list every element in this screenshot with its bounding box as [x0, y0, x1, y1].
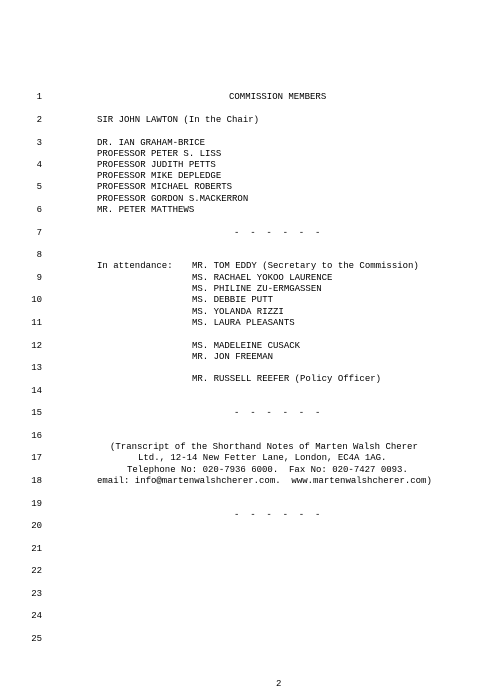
- transcript-line: (Transcript of the Shorthand Notes of Marten Walsh Cherer: [110, 442, 418, 452]
- member-name: PROFESSOR MICHAEL ROBERTS: [97, 182, 233, 192]
- line-number: 16: [31, 431, 42, 441]
- transcript-line: email: info@martenwalshcherer.com. www.martenwalshcherer.com): [97, 476, 432, 486]
- line-number: 13: [31, 363, 42, 373]
- member-name: DR. IAN GRAHAM-BRICE: [97, 138, 206, 148]
- attendee-name: MS. MADELEINE CUSACK: [192, 341, 301, 351]
- attendee-name: MS. LAURA PLEASANTS: [192, 318, 295, 328]
- line-number: 17: [31, 453, 42, 463]
- line-number: 24: [31, 611, 42, 621]
- transcript-line: Ltd., 12-14 New Fetter Lane, London, EC4A 1AG.: [138, 453, 387, 463]
- attendee-name: MR. RUSSELL REEFER (Policy Officer): [192, 374, 382, 384]
- line-number: 8: [36, 250, 42, 260]
- line-number: 25: [31, 634, 42, 644]
- line-number: 2: [36, 115, 42, 125]
- chair-name: SIR JOHN LAWTON (In the Chair): [97, 115, 260, 125]
- line-number: 23: [31, 589, 42, 599]
- line-number: 4: [36, 160, 42, 170]
- line-number: 12: [31, 341, 42, 351]
- attendance-label: In attendance:: [97, 261, 173, 271]
- line-number: 19: [31, 499, 42, 509]
- page-number: 2: [276, 679, 282, 689]
- line-number: 14: [31, 386, 42, 396]
- line-number: 18: [31, 476, 42, 486]
- member-name: MR. PETER MATTHEWS: [97, 205, 195, 215]
- document-title: COMMISSION MEMBERS: [229, 92, 327, 102]
- line-number: 9: [36, 273, 42, 283]
- member-name: PROFESSOR MIKE DEPLEDGE: [97, 171, 222, 181]
- attendee-name: MR. TOM EDDY (Secretary to the Commission): [192, 261, 419, 271]
- line-number: 15: [31, 408, 42, 418]
- attendee-name: MS. DEBBIE PUTT: [192, 295, 274, 305]
- attendee-name: MS. PHILINE ZU-ERMGASSEN: [192, 284, 322, 294]
- line-number: 5: [36, 182, 42, 192]
- transcript-line: Telephone No: 020-7936 6000. Fax No: 020-7427 0093.: [127, 465, 408, 475]
- line-number: 20: [31, 521, 42, 531]
- attendee-name: MS. RACHAEL YOKOO LAURENCE: [192, 273, 333, 283]
- line-number: 22: [31, 566, 42, 576]
- member-name: PROFESSOR GORDON S.MACKERRON: [97, 194, 249, 204]
- member-name: PROFESSOR JUDITH PETTS: [97, 160, 216, 170]
- line-number: 10: [31, 295, 42, 305]
- separator: - - - - - -: [234, 408, 321, 418]
- separator: - - - - - -: [234, 510, 321, 520]
- line-number: 11: [31, 318, 42, 328]
- line-number: 21: [31, 544, 42, 554]
- attendee-name: MR. JON FREEMAN: [192, 352, 274, 362]
- line-number: 3: [36, 138, 42, 148]
- separator: - - - - - -: [234, 228, 321, 238]
- line-number: 7: [36, 228, 42, 238]
- attendee-name: MS. YOLANDA RIZZI: [192, 307, 284, 317]
- member-name: PROFESSOR PETER S. LISS: [97, 149, 222, 159]
- line-number: 6: [36, 205, 42, 215]
- line-number: 1: [36, 92, 42, 102]
